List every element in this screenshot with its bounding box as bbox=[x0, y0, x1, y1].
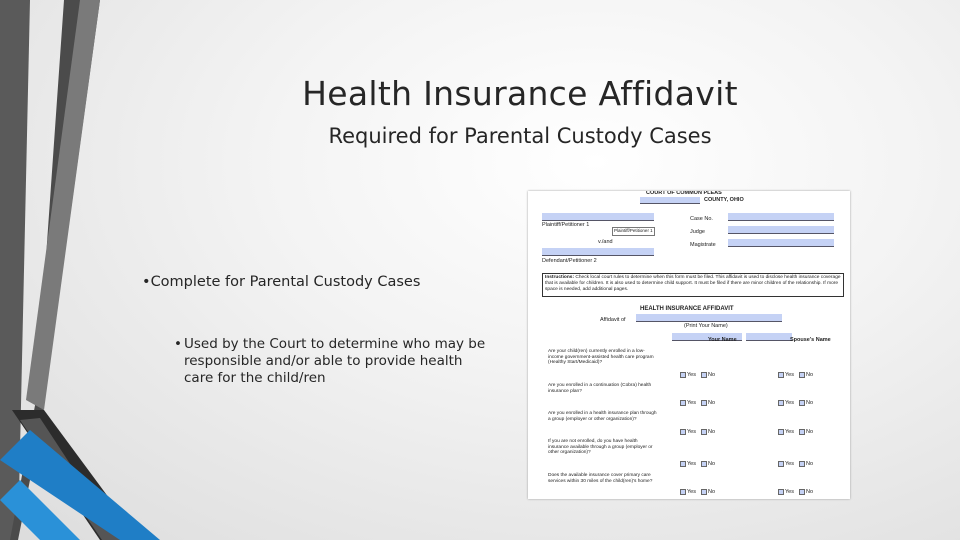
spouse-yes-checkbox bbox=[778, 429, 784, 435]
question-1: Are your child(ren) currently enrolled in a low-income government-assisted health care program (Healthy Start/Medicaid)? bbox=[548, 349, 654, 366]
question-3: Are you enrolled in a health insurance plan through a group (employer or other organization)? bbox=[548, 411, 657, 422]
bullet-item: •Complete for Parental Custody Cases bbox=[142, 274, 421, 290]
your-yes-checkbox bbox=[680, 489, 686, 495]
bullet-dot-icon: • bbox=[142, 274, 151, 290]
your-no-checkbox bbox=[701, 400, 707, 406]
your-yes-checkbox bbox=[680, 372, 686, 378]
plaintiff-label: Plaintiff/Petitioner 1 bbox=[542, 222, 590, 228]
spouse-no-checkbox bbox=[799, 461, 805, 467]
spouse-yes-checkbox bbox=[778, 461, 784, 467]
your-no-checkbox bbox=[701, 372, 707, 378]
col-your-name: Your Name bbox=[708, 337, 737, 343]
judge-label: Judge bbox=[690, 229, 705, 235]
and-label: v./and bbox=[598, 239, 613, 245]
decorative-stripes bbox=[0, 0, 160, 540]
spouse-yes-checkbox bbox=[778, 372, 784, 378]
slide-title: Health Insurance Affidavit bbox=[302, 74, 738, 113]
spouse-no-checkbox bbox=[799, 400, 805, 406]
spouse-name-field bbox=[746, 333, 792, 341]
affidavit-name-field bbox=[636, 314, 782, 322]
magistrate-label: Magistrate bbox=[690, 242, 716, 248]
form-county: COUNTY, OHIO bbox=[704, 197, 744, 203]
your-no-checkbox bbox=[701, 489, 707, 495]
your-no-checkbox bbox=[701, 429, 707, 435]
spouse-no-checkbox bbox=[799, 372, 805, 378]
form-court-name: COURT OF COMMON PLEAS bbox=[646, 191, 722, 196]
case-no-field bbox=[728, 213, 834, 221]
bullet-dot-icon: • bbox=[174, 336, 182, 352]
your-yes-checkbox bbox=[680, 429, 686, 435]
question-5: Does the available insurance cover primary care services within 30 miles of the child(ren)'s home? bbox=[548, 473, 653, 484]
sub-bullet-item: • Used by the Court to determine who may be responsible and/or able to provide health care for the child/ren bbox=[174, 336, 486, 386]
judge-field bbox=[728, 226, 834, 234]
plaintiff-dropdown: Plaintiff/Petitioner 1 bbox=[612, 227, 655, 236]
your-yes-checkbox bbox=[680, 400, 686, 406]
case-no-label: Case No. bbox=[690, 216, 713, 222]
spouse-no-checkbox bbox=[799, 489, 805, 495]
form-heading: HEALTH INSURANCE AFFIDAVIT bbox=[640, 306, 734, 312]
plaintiff-name-field bbox=[542, 213, 654, 221]
question-2: Are you enrolled in a continuation (Cobra) health insurance plan? bbox=[548, 383, 652, 394]
magistrate-field bbox=[728, 239, 834, 247]
county-field bbox=[640, 197, 700, 204]
spouse-yes-checkbox bbox=[778, 489, 784, 495]
spouse-yes-checkbox bbox=[778, 400, 784, 406]
col-spouse-name: Spouse's Name bbox=[790, 337, 831, 343]
question-4: If you are not enrolled, do you have health insurance available through a group (employer or other organization)? bbox=[548, 439, 653, 456]
affidavit-of-label: Affidavit of bbox=[600, 317, 626, 323]
affidavit-form-image: COURT OF COMMON PLEAS COUNTY, OHIO Plaintiff/Petitioner 1 Plaintiff/Petitioner 1 v./and Defendant/Petitioner 2 Case No. Judge Magistrate Instructions: Check local court rules to determine when this form must be filed. This affidavit is used to disclose health insurance coverage that is available for children. It is also used to determine child support. It must be filed if there are minor children of the relationship. If more space is needed, add additional pages. HEALTH INSURANCE AFFIDAVIT Affidavit of (Print Your Name) Your Name Spouse's Name Are your child(ren) currently enrolled in a low-income government-assisted health care program (Healthy Start/Medicaid)? Are you enrolled in a continuation (Cobra) health insurance plan? Are you enrolled in a health insurance plan through a group (employer or other organization)? If you are not enrolled, do you have health insurance available through a group (employer or other organization)? Does the available insurance cover primary care services within 30 miles of the child(ren)'s home? Yes No Yes No Yes No Yes No Yes No Yes No Yes No Yes No Yes No Yes No bbox=[528, 191, 850, 499]
defendant-name-field bbox=[542, 248, 654, 256]
your-no-checkbox bbox=[701, 461, 707, 467]
slide-subtitle: Required for Parental Custody Cases bbox=[328, 124, 712, 148]
defendant-label: Defendant/Petitioner 2 bbox=[542, 258, 597, 264]
your-yes-checkbox bbox=[680, 461, 686, 467]
spouse-no-checkbox bbox=[799, 429, 805, 435]
print-name-label: (Print Your Name) bbox=[684, 323, 728, 329]
instructions-box: Instructions: Check local court rules to determine when this form must be filed. This affidavit is used to disclose health insurance coverage that is available for children. It is also used to determine child support. It must be filed if there are minor children of the relationship. If more space is needed, add additional pages. bbox=[542, 273, 844, 297]
